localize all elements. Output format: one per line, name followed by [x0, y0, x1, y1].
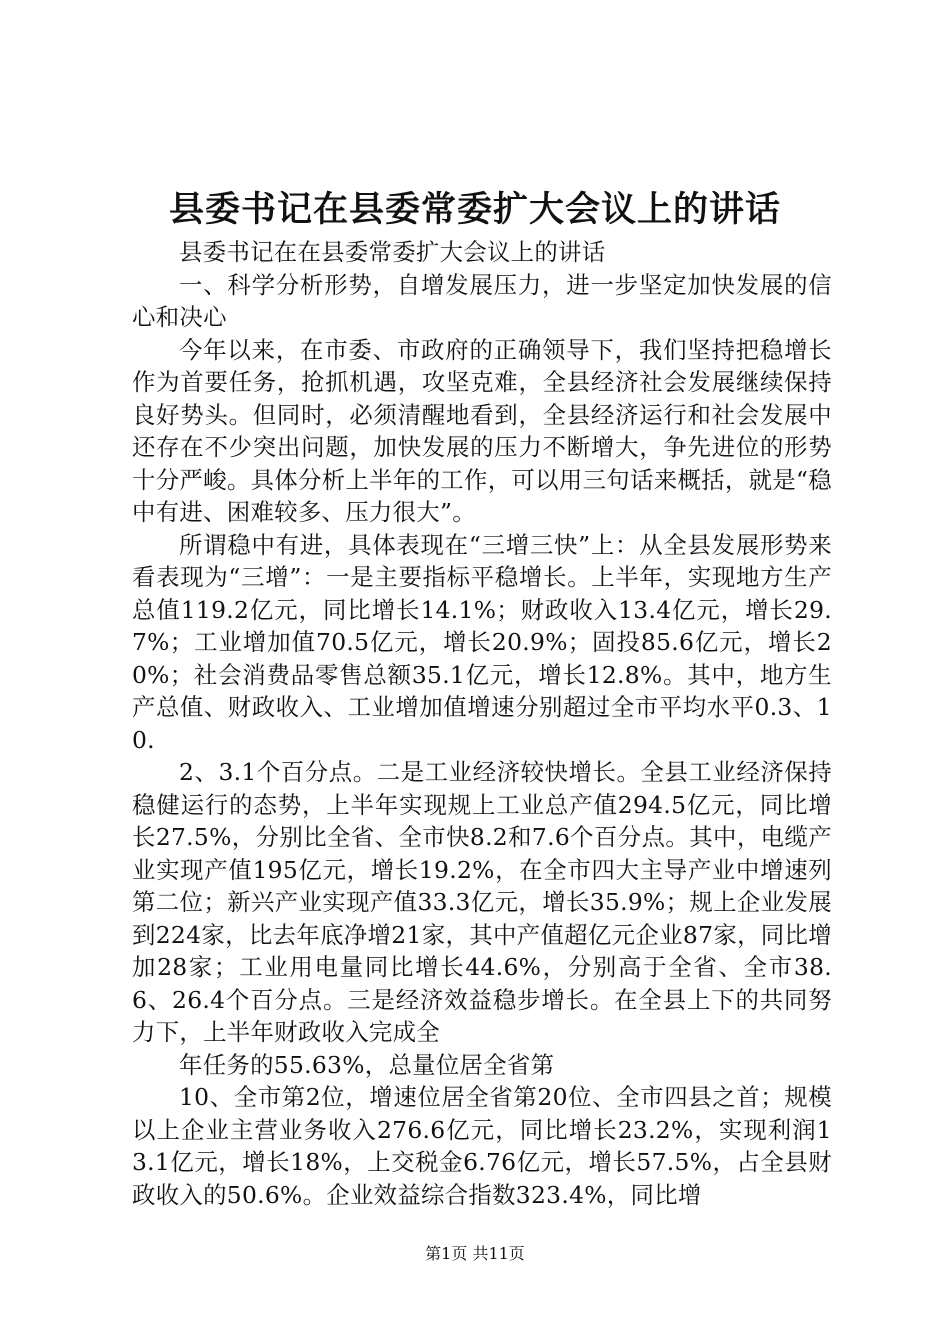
page-number-footer: 第1页 共11页 [425, 1244, 525, 1263]
document-body [132, 236, 832, 1211]
paragraph: 年任务的55.63%，总量位居全省第 [179, 1050, 555, 1079]
paragraph-subtitle: 县委书记在在县委常委扩大会议上的讲话 [179, 238, 606, 266]
paragraph: 今年以来，在市委、市政府的正确领导下，我们坚持把稳增长作为首要任务，抢抓机遇，攻坚克难，全县经济社会发展继续保持良好势头。但同时，必须清醒地看到，全县经济运行和社会发展中还存在不少突出问题，加快发展的压力不断增大，争先进位的形势十分严峻。具体分析上半年的工作，可以用三句话来概括，就是“稳中有进、困难较多、压力很大”。 [132, 335, 832, 526]
document-title: 县委书记在县委常委扩大会议上的讲话 [168, 189, 781, 230]
paragraph-section-heading: 一、科学分析形势，自增发展压力，进一步坚定加快发展的信心和决心 [132, 270, 832, 331]
paragraph: 10、全市第2位，增速位居全省第20位、全市四县之首；规模以上企业主营业务收入276.6亿元，同比增长23.2%，实现利润13.1亿元，增长18%，上交税金6.76亿元，增长57.5%，占全县财政收入的50.6%。企业效益综合指数323.4%，同比增 [132, 1083, 832, 1209]
paragraph: 2、3.1个百分点。二是工业经济较快增长。全县工业经济保持稳健运行的态势，上半年实现规上工业总产值294.5亿元，同比增长27.5%，分别比全省、全市快8.2和7.6个百分点。其中，电缆产业实现产值195亿元，增长19.2%，在全市四大主导产业中增速列第二位；新兴产业实现产值33.3亿元，增长35.9%；规上企业发展到224家，比去年底净增21家，其中产值超亿元企业87家，同比增加28家；工业用电量同比增长44.6%，分别高于全省、全市38.6、26.4个百分点。三是经济效益稳步增长。在全县上下的共同努力下，上半年财政收入完成全 [132, 758, 832, 1046]
paragraph: 所谓稳中有进，具体表现在“三增三快”上：从全县发展形势来看表现为“三增”：一是主要指标平稳增长。上半年，实现地方生产总值119.2亿元，同比增长14.1%；财政收入13.4亿元，增长29.7%；工业增加值70.5亿元，增长20.9%；固投85.6亿元，增长20%；社会消费品零售总额35.1亿元，增长12.8%。其中，地方生产总值、财政收入、工业增加值增速分别超过全市平均水平0.3、10. [132, 530, 832, 754]
